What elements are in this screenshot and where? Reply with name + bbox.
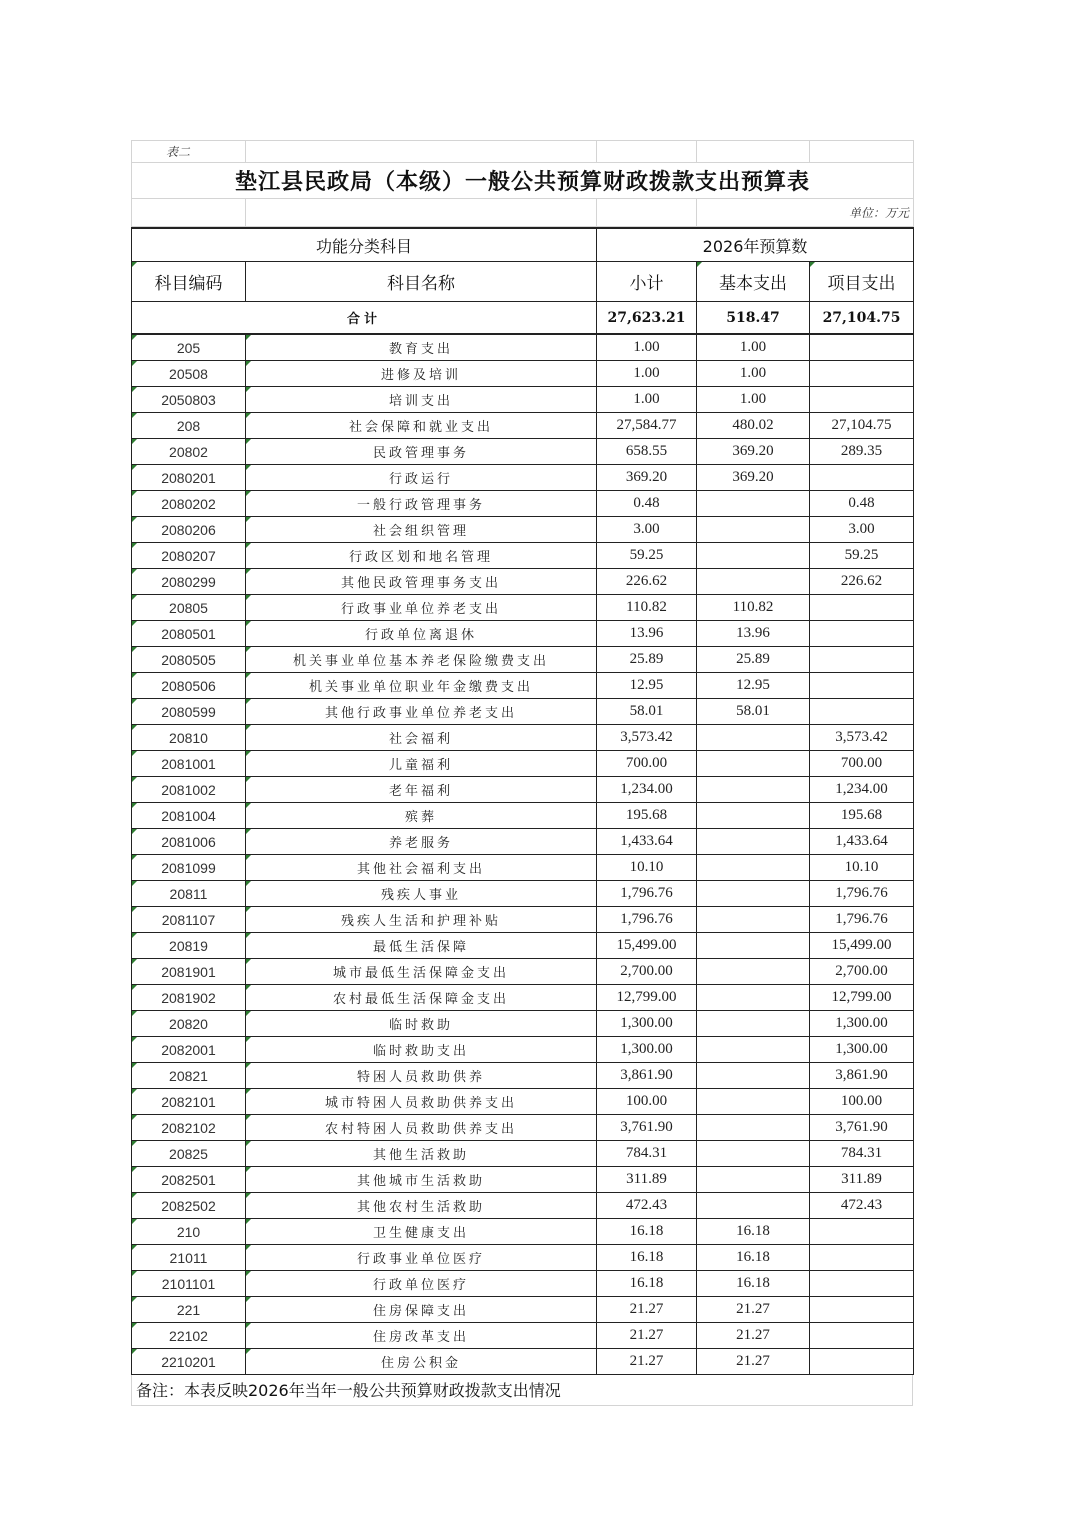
- cell-project: 1,300.00: [810, 1011, 914, 1037]
- cell-name: 社会福利: [246, 725, 597, 751]
- cell-subtotal: 13.96: [597, 621, 697, 647]
- cell-project: 784.31: [810, 1141, 914, 1167]
- cell-code: 2081099: [132, 855, 246, 881]
- table-row: [132, 829, 914, 855]
- table-row: [132, 1141, 914, 1167]
- cell-name: 行政运行: [246, 465, 597, 491]
- table-row: [132, 465, 914, 491]
- cell-project: [810, 1323, 914, 1349]
- title-row: [132, 163, 914, 199]
- table-row: [132, 881, 914, 907]
- table-row: [132, 621, 914, 647]
- cell-project: [810, 1245, 914, 1271]
- header-group-row: [132, 228, 914, 262]
- cell-project: [810, 465, 914, 491]
- cell-name: 一般行政管理事务: [246, 491, 597, 517]
- cell-subtotal: 369.20: [597, 465, 697, 491]
- cell-basic: [697, 1115, 810, 1141]
- cell-subtotal: 100.00: [597, 1089, 697, 1115]
- cell-basic: [697, 855, 810, 881]
- header-code: 科目编码: [132, 262, 246, 302]
- table-row: [132, 777, 914, 803]
- cell-code: 2080299: [132, 569, 246, 595]
- cell-code: 2082501: [132, 1167, 246, 1193]
- total-project: 27,104.75: [810, 302, 914, 335]
- cell-project: 226.62: [810, 569, 914, 595]
- cell-name: 社会保障和就业支出: [246, 413, 597, 439]
- cell-name: 其他生活救助: [246, 1141, 597, 1167]
- cell-subtotal: 226.62: [597, 569, 697, 595]
- cell-code: 20805: [132, 595, 246, 621]
- table-row: [132, 1297, 914, 1323]
- cell-code: 2080501: [132, 621, 246, 647]
- table-row: [132, 1349, 914, 1375]
- cell-basic: 369.20: [697, 465, 810, 491]
- cell-subtotal: 1,796.76: [597, 881, 697, 907]
- cell-subtotal: 1.00: [597, 361, 697, 387]
- table-row: [132, 1245, 914, 1271]
- cell-code: 20508: [132, 361, 246, 387]
- cell-project: [810, 1271, 914, 1297]
- cell-code: 2080201: [132, 465, 246, 491]
- cell-basic: [697, 725, 810, 751]
- budget-table: [131, 227, 914, 1375]
- cell-project: 59.25: [810, 543, 914, 569]
- cell-subtotal: 195.68: [597, 803, 697, 829]
- cell-subtotal: 16.18: [597, 1245, 697, 1271]
- table-row: [132, 1037, 914, 1063]
- cell-basic: [697, 543, 810, 569]
- cell-project: 1,234.00: [810, 777, 914, 803]
- unit-row: [132, 199, 914, 227]
- cell-name: 住房保障支出: [246, 1297, 597, 1323]
- cell-code: 205: [132, 334, 246, 361]
- cell-project: [810, 361, 914, 387]
- cell-name: 机关事业单位基本养老保险缴费支出: [246, 647, 597, 673]
- cell-code: 2081001: [132, 751, 246, 777]
- table-row: [132, 933, 914, 959]
- table-row: [132, 1219, 914, 1245]
- cell-basic: 21.27: [697, 1349, 810, 1375]
- cell-code: 2081006: [132, 829, 246, 855]
- cell-name: 其他社会福利支出: [246, 855, 597, 881]
- cell-project: 3,761.90: [810, 1115, 914, 1141]
- header-functional-classification: 功能分类科目: [132, 228, 597, 262]
- cell-name: 养老服务: [246, 829, 597, 855]
- cell-project: 472.43: [810, 1193, 914, 1219]
- cell-code: 2080506: [132, 673, 246, 699]
- cell-project: 12,799.00: [810, 985, 914, 1011]
- cell-subtotal: 110.82: [597, 595, 697, 621]
- cell-subtotal: 27,584.77: [597, 413, 697, 439]
- cell-subtotal: 59.25: [597, 543, 697, 569]
- header-project: 项目支出: [810, 262, 914, 302]
- cell-code: 2080207: [132, 543, 246, 569]
- cell-code: 21011: [132, 1245, 246, 1271]
- cell-code: 20825: [132, 1141, 246, 1167]
- cell-project: [810, 1349, 914, 1375]
- cell-name: 最低生活保障: [246, 933, 597, 959]
- table-row: [132, 751, 914, 777]
- header-name: 科目名称: [246, 262, 597, 302]
- cell-name: 城市最低生活保障金支出: [246, 959, 597, 985]
- cell-project: [810, 699, 914, 725]
- cell-project: 311.89: [810, 1167, 914, 1193]
- cell-project: 1,796.76: [810, 881, 914, 907]
- cell-project: 100.00: [810, 1089, 914, 1115]
- cell-subtotal: 10.10: [597, 855, 697, 881]
- cell-basic: [697, 491, 810, 517]
- cell-subtotal: 1,234.00: [597, 777, 697, 803]
- cell-basic: [697, 1037, 810, 1063]
- cell-code: 2101101: [132, 1271, 246, 1297]
- cell-subtotal: 1,300.00: [597, 1037, 697, 1063]
- table-row: [132, 1115, 914, 1141]
- cell-code: 20820: [132, 1011, 246, 1037]
- cell-basic: [697, 569, 810, 595]
- cell-basic: 369.20: [697, 439, 810, 465]
- table-row: [132, 595, 914, 621]
- cell-name: 其他行政事业单位养老支出: [246, 699, 597, 725]
- unit-label: 单位：万元: [697, 199, 914, 227]
- cell-name: 社会组织管理: [246, 517, 597, 543]
- table-row: [132, 1011, 914, 1037]
- cell-project: 1,796.76: [810, 907, 914, 933]
- cell-subtotal: 3.00: [597, 517, 697, 543]
- table-row: [132, 725, 914, 751]
- cell-name: 行政事业单位医疗: [246, 1245, 597, 1271]
- table-row: [132, 334, 914, 361]
- table-row: [132, 491, 914, 517]
- cell-project: [810, 621, 914, 647]
- table-row: [132, 1271, 914, 1297]
- cell-project: [810, 387, 914, 413]
- cell-basic: 1.00: [697, 334, 810, 361]
- table-row: [132, 1089, 914, 1115]
- cell-name: 城市特困人员救助供养支出: [246, 1089, 597, 1115]
- cell-basic: [697, 803, 810, 829]
- table-row: [132, 907, 914, 933]
- cell-subtotal: 472.43: [597, 1193, 697, 1219]
- table-row: [132, 1323, 914, 1349]
- footnote: 备注：本表反映2026年当年一般公共预算财政拨款支出情况: [131, 1375, 913, 1406]
- table-row: [132, 1193, 914, 1219]
- cell-subtotal: 21.27: [597, 1349, 697, 1375]
- cell-project: 289.35: [810, 439, 914, 465]
- cell-basic: 16.18: [697, 1245, 810, 1271]
- table-row: [132, 959, 914, 985]
- cell-basic: [697, 1063, 810, 1089]
- cell-name: 教育支出: [246, 334, 597, 361]
- cell-project: 2,700.00: [810, 959, 914, 985]
- cell-name: 行政事业单位养老支出: [246, 595, 597, 621]
- cell-subtotal: 21.27: [597, 1297, 697, 1323]
- table-row: [132, 543, 914, 569]
- cell-code: 2080206: [132, 517, 246, 543]
- header-subtotal: 小计: [597, 262, 697, 302]
- cell-subtotal: 12,799.00: [597, 985, 697, 1011]
- cell-name: 其他民政管理事务支出: [246, 569, 597, 595]
- cell-project: [810, 1219, 914, 1245]
- cell-project: 10.10: [810, 855, 914, 881]
- cell-subtotal: 15,499.00: [597, 933, 697, 959]
- cell-project: 0.48: [810, 491, 914, 517]
- cell-name: 民政管理事务: [246, 439, 597, 465]
- cell-basic: [697, 1089, 810, 1115]
- cell-project: 3.00: [810, 517, 914, 543]
- cell-basic: [697, 1193, 810, 1219]
- cell-name: 其他城市生活救助: [246, 1167, 597, 1193]
- cell-name: 进修及培训: [246, 361, 597, 387]
- cell-code: 2082502: [132, 1193, 246, 1219]
- cell-subtotal: 12.95: [597, 673, 697, 699]
- cell-name: 行政单位离退休: [246, 621, 597, 647]
- cell-code: 20821: [132, 1063, 246, 1089]
- cell-basic: 16.18: [697, 1219, 810, 1245]
- table-row: [132, 1167, 914, 1193]
- cell-code: 210: [132, 1219, 246, 1245]
- cell-basic: 13.96: [697, 621, 810, 647]
- cell-project: 3,861.90: [810, 1063, 914, 1089]
- cell-basic: [697, 907, 810, 933]
- cell-subtotal: 1,433.64: [597, 829, 697, 855]
- cell-basic: 21.27: [697, 1297, 810, 1323]
- cell-subtotal: 700.00: [597, 751, 697, 777]
- cell-name: 住房改革支出: [246, 1323, 597, 1349]
- cell-code: 2082102: [132, 1115, 246, 1141]
- cell-subtotal: 16.18: [597, 1271, 697, 1297]
- cell-subtotal: 1,300.00: [597, 1011, 697, 1037]
- cell-basic: [697, 1167, 810, 1193]
- total-row: [132, 302, 914, 335]
- cell-subtotal: 311.89: [597, 1167, 697, 1193]
- cell-name: 儿童福利: [246, 751, 597, 777]
- cell-basic: [697, 933, 810, 959]
- table-row: [132, 699, 914, 725]
- cell-basic: 58.01: [697, 699, 810, 725]
- cell-name: 残疾人生活和护理补贴: [246, 907, 597, 933]
- cell-basic: [697, 751, 810, 777]
- cell-name: 临时救助支出: [246, 1037, 597, 1063]
- cell-project: [810, 595, 914, 621]
- cell-basic: [697, 1141, 810, 1167]
- cell-code: 2080505: [132, 647, 246, 673]
- cell-basic: 1.00: [697, 387, 810, 413]
- cell-subtotal: 21.27: [597, 1323, 697, 1349]
- cell-name: 老年福利: [246, 777, 597, 803]
- cell-name: 培训支出: [246, 387, 597, 413]
- cell-code: 221: [132, 1297, 246, 1323]
- cell-code: 2081002: [132, 777, 246, 803]
- table-row: [132, 673, 914, 699]
- cell-name: 残疾人事业: [246, 881, 597, 907]
- header-column-row: [132, 262, 914, 302]
- cell-subtotal: 3,861.90: [597, 1063, 697, 1089]
- cell-basic: [697, 959, 810, 985]
- cell-code: 20819: [132, 933, 246, 959]
- cell-name: 其他农村生活救助: [246, 1193, 597, 1219]
- cell-code: 2050803: [132, 387, 246, 413]
- header-basic: 基本支出: [697, 262, 810, 302]
- cell-project: 15,499.00: [810, 933, 914, 959]
- table-row: [132, 803, 914, 829]
- cell-code: 20811: [132, 881, 246, 907]
- cell-name: 行政单位医疗: [246, 1271, 597, 1297]
- cell-code: 2082101: [132, 1089, 246, 1115]
- cell-name: 临时救助: [246, 1011, 597, 1037]
- cell-project: 700.00: [810, 751, 914, 777]
- total-basic: 518.47: [697, 302, 810, 335]
- table-row: [132, 647, 914, 673]
- table-row: [132, 855, 914, 881]
- cell-subtotal: 1.00: [597, 387, 697, 413]
- cell-code: 20802: [132, 439, 246, 465]
- cell-code: 208: [132, 413, 246, 439]
- total-label: 合计: [132, 302, 597, 335]
- cell-name: 行政区划和地名管理: [246, 543, 597, 569]
- cell-project: 195.68: [810, 803, 914, 829]
- cell-project: [810, 1297, 914, 1323]
- table-row: [132, 569, 914, 595]
- cell-name: 住房公积金: [246, 1349, 597, 1375]
- table-row: [132, 413, 914, 439]
- table-row: [132, 387, 914, 413]
- cell-basic: 12.95: [697, 673, 810, 699]
- cell-code: 22102: [132, 1323, 246, 1349]
- cell-basic: [697, 829, 810, 855]
- cell-project: [810, 647, 914, 673]
- cell-name: 农村最低生活保障金支出: [246, 985, 597, 1011]
- cell-code: 2081004: [132, 803, 246, 829]
- cell-code: 2082001: [132, 1037, 246, 1063]
- cell-subtotal: 784.31: [597, 1141, 697, 1167]
- cell-basic: 110.82: [697, 595, 810, 621]
- cell-code: 2081107: [132, 907, 246, 933]
- table-row: [132, 985, 914, 1011]
- cell-basic: [697, 985, 810, 1011]
- cell-project: 1,433.64: [810, 829, 914, 855]
- cell-project: 1,300.00: [810, 1037, 914, 1063]
- table-row: [132, 517, 914, 543]
- table-label-row: [132, 141, 914, 163]
- budget-sheet: [131, 140, 913, 1406]
- cell-basic: 21.27: [697, 1323, 810, 1349]
- cell-basic: 25.89: [697, 647, 810, 673]
- cell-subtotal: 0.48: [597, 491, 697, 517]
- cell-basic: [697, 517, 810, 543]
- cell-code: 2081901: [132, 959, 246, 985]
- cell-basic: 1.00: [697, 361, 810, 387]
- cell-subtotal: 25.89: [597, 647, 697, 673]
- cell-code: 2081902: [132, 985, 246, 1011]
- cell-code: 2080599: [132, 699, 246, 725]
- cell-code: 2080202: [132, 491, 246, 517]
- cell-subtotal: 58.01: [597, 699, 697, 725]
- cell-code: 2210201: [132, 1349, 246, 1375]
- cell-basic: [697, 1011, 810, 1037]
- cell-subtotal: 1,796.76: [597, 907, 697, 933]
- header-budget-year: 2026年预算数: [597, 228, 914, 262]
- cell-basic: [697, 881, 810, 907]
- cell-name: 机关事业单位职业年金缴费支出: [246, 673, 597, 699]
- cell-code: 20810: [132, 725, 246, 751]
- cell-name: 特困人员救助供养: [246, 1063, 597, 1089]
- cell-subtotal: 3,573.42: [597, 725, 697, 751]
- cell-subtotal: 16.18: [597, 1219, 697, 1245]
- total-subtotal: 27,623.21: [597, 302, 697, 335]
- header-table: [131, 140, 914, 227]
- table-row: [132, 1063, 914, 1089]
- cell-subtotal: 1.00: [597, 334, 697, 361]
- cell-project: [810, 673, 914, 699]
- cell-basic: 480.02: [697, 413, 810, 439]
- table-label: 表二: [132, 141, 246, 163]
- page-title: 垫江县民政局（本级）一般公共预算财政拨款支出预算表: [132, 163, 914, 199]
- table-row: [132, 361, 914, 387]
- cell-basic: 16.18: [697, 1271, 810, 1297]
- cell-subtotal: 2,700.00: [597, 959, 697, 985]
- cell-subtotal: 3,761.90: [597, 1115, 697, 1141]
- cell-name: 殡葬: [246, 803, 597, 829]
- cell-basic: [697, 777, 810, 803]
- cell-project: [810, 334, 914, 361]
- cell-project: 3,573.42: [810, 725, 914, 751]
- cell-subtotal: 658.55: [597, 439, 697, 465]
- cell-project: 27,104.75: [810, 413, 914, 439]
- cell-name: 卫生健康支出: [246, 1219, 597, 1245]
- table-row: [132, 439, 914, 465]
- cell-name: 农村特困人员救助供养支出: [246, 1115, 597, 1141]
- table-body: [132, 334, 914, 1375]
